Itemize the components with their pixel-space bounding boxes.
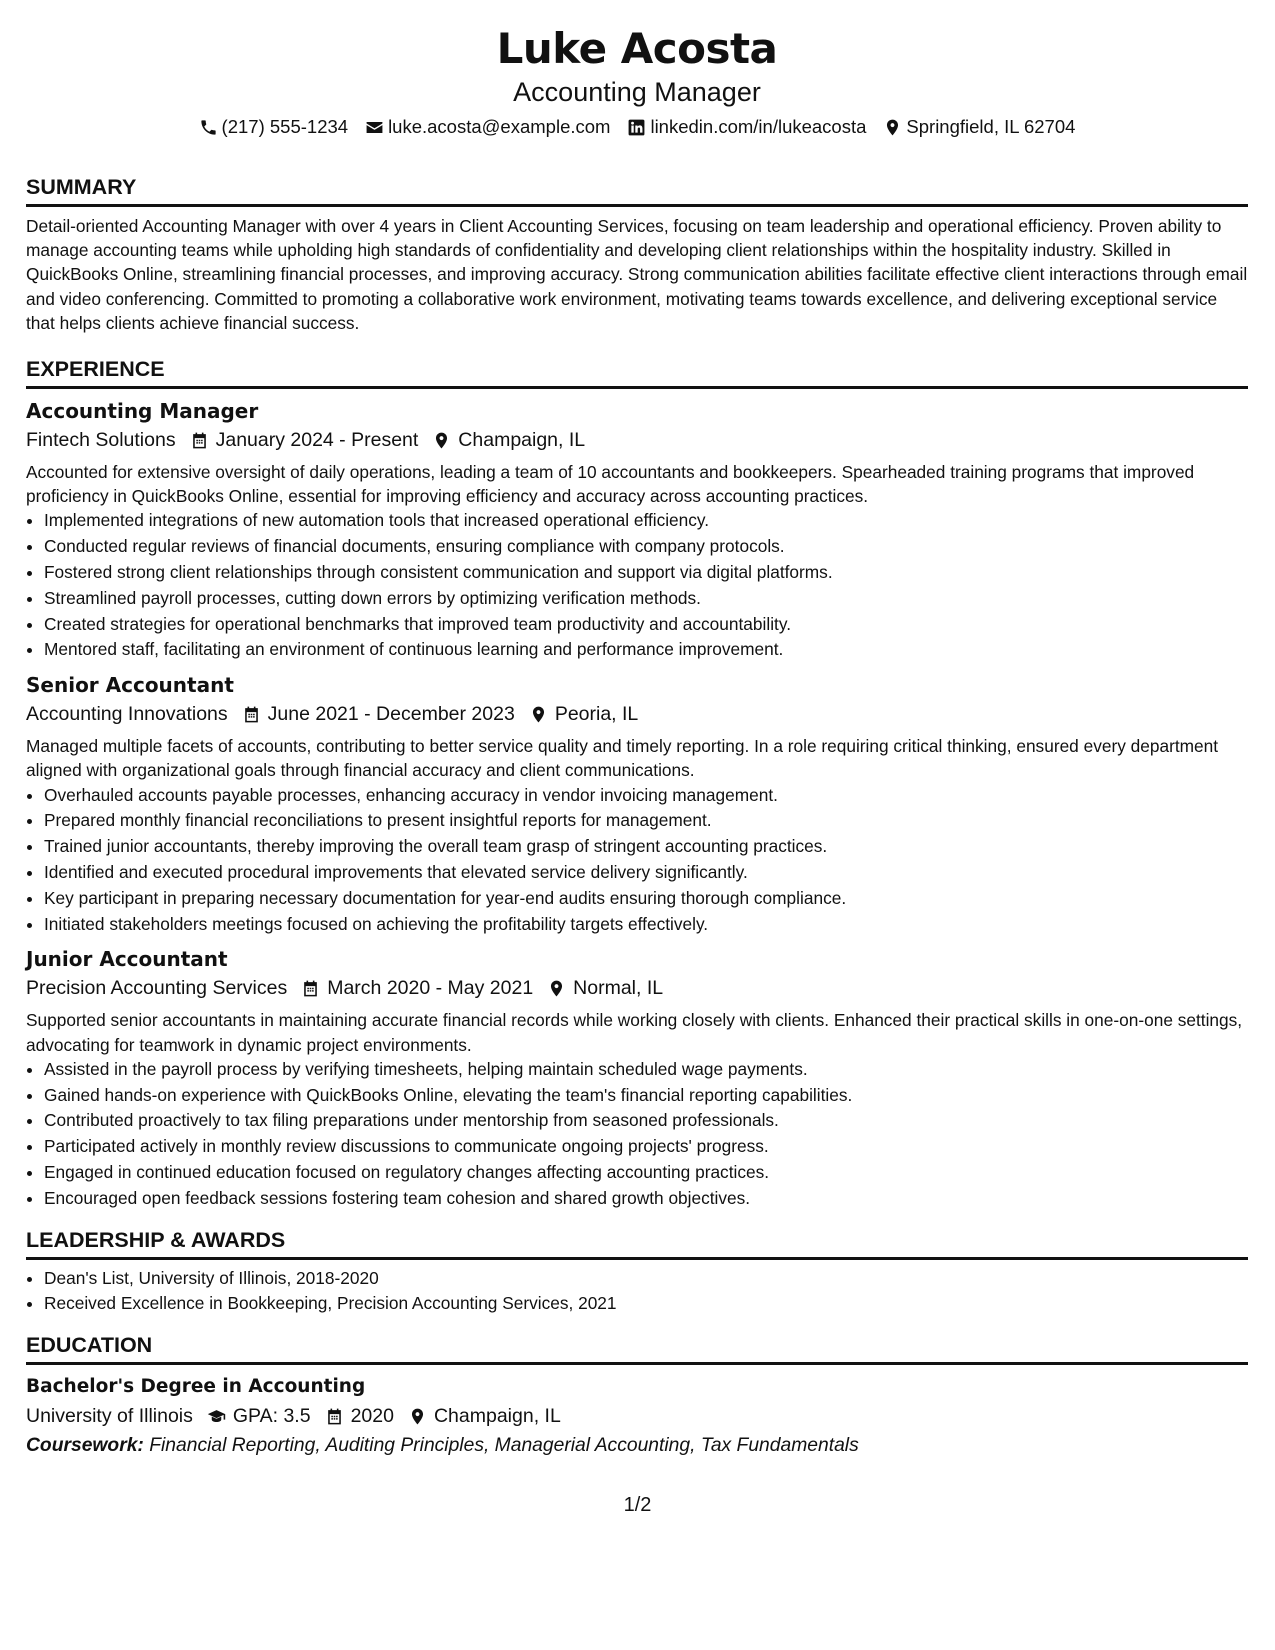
coursework-list: Financial Reporting, Auditing Principles, Managerial Accounting, Tax Fundamentals (149, 1435, 859, 1457)
graduation-cap-icon (207, 1407, 226, 1426)
list-item: • Dean's List, University of Illinois, 2018-2020 (44, 1266, 1248, 1292)
job-description: Managed multiple facets of accounts, contributing to better service quality and timely reporting. In a role requiring critical thinking, ensured every department aligned with organizational goals through financial accuracy and client communications. (26, 736, 1219, 781)
page-number: 1/2 (623, 1494, 652, 1516)
map-marker-icon (408, 1407, 427, 1426)
contact-row (26, 114, 1248, 140)
job-title: Accounting Manager (26, 399, 259, 424)
degree-title: Bachelor's Degree in Accounting (26, 1376, 366, 1398)
map-marker-icon (547, 979, 566, 998)
job-location: Normal, IL (573, 977, 664, 1000)
list-item: • Initiated stakeholders meetings focused on achieving the profitability targets effectively. (44, 912, 1248, 938)
envelope-icon (365, 118, 384, 137)
map-marker-icon (883, 118, 902, 137)
gpa: GPA: 3.5 (232, 1405, 311, 1428)
job-company: Accounting Innovations (26, 703, 228, 726)
calendar-icon (190, 431, 209, 450)
awards-list (26, 1266, 1248, 1318)
phone-icon (199, 118, 218, 137)
job-dates: June 2021 - December 2023 (267, 703, 515, 726)
job-bullets (26, 1057, 1248, 1212)
list-item: • Implemented integrations of new automation tools that increased operational efficiency. (44, 508, 1248, 534)
job-meta (26, 973, 1248, 1003)
contact-phone-text: (217) 555-1234 (221, 116, 349, 137)
job-title: Senior Accountant (26, 673, 234, 698)
job-dates: January 2024 - Present (215, 429, 419, 452)
list-item: • Contributed proactively to tax filing preparations under mentorship from seasoned professionals. (44, 1108, 1248, 1134)
awards-section (26, 1226, 1248, 1318)
contact-phone (199, 114, 349, 140)
list-item: • Received Excellence in Bookkeeping, Precision Accounting Services, 2021 (44, 1291, 1248, 1317)
education-section (26, 1331, 1248, 1460)
candidate-name: Luke Acosta (496, 24, 778, 73)
experience-section (26, 355, 1248, 1212)
resume-header (26, 24, 1248, 140)
list-item: • Prepared monthly financial reconciliations to present insightful reports for management. (44, 808, 1248, 834)
calendar-icon (301, 979, 320, 998)
summary-text: Detail-oriented Accounting Manager with over 4 years in Client Accounting Services, focusing on team leadership and operational efficiency. Proven ability to manage accounting teams while upholding high standards of confidentiality and developing client relationships within the hospitality industry. Skilled in QuickBooks Online, streamlining financial processes, and improving accuracy. Strong communication abilities facilitate effective client interactions through email and video conferencing. Committed to promoting a collaborative work environment, motivating teams towards excellence, and delivering exceptional service that helps clients achieve financial success. (26, 216, 1248, 333)
calendar-icon (325, 1407, 344, 1426)
list-item: • Created strategies for operational benchmarks that improved team productivity and accountability. (44, 612, 1248, 638)
map-marker-icon (432, 431, 451, 450)
contact-email-text: luke.acosta@example.com (388, 116, 611, 137)
section-heading: LEADERSHIP & AWARDS (26, 1226, 1248, 1260)
job-entry (26, 671, 1248, 937)
list-item: • Identified and executed procedural improvements that elevated service delivery significantly. (44, 860, 1248, 886)
school-location: Champaign, IL (433, 1405, 561, 1428)
job-bullets (26, 783, 1248, 938)
map-marker-icon (529, 705, 548, 724)
job-entry (26, 945, 1248, 1211)
contact-email[interactable] (365, 114, 610, 140)
contact-linkedin-text: linkedin.com/in/lukeacosta (650, 116, 867, 137)
coursework-label: Coursework: (26, 1435, 144, 1457)
school-name: University of Illinois (26, 1405, 193, 1428)
job-entry (26, 397, 1248, 663)
education-meta (26, 1401, 1248, 1431)
section-heading: EDUCATION (26, 1331, 1248, 1365)
list-item: • Fostered strong client relationships through consistent communication and support via digital platforms. (44, 560, 1248, 586)
contact-location (883, 114, 1075, 140)
job-dates: March 2020 - May 2021 (327, 977, 534, 1000)
job-company: Fintech Solutions (26, 429, 176, 452)
job-title: Junior Accountant (26, 947, 228, 972)
graduation-year: 2020 (350, 1405, 394, 1428)
contact-location-text: Springfield, IL 62704 (906, 116, 1076, 137)
list-item: • Gained hands-on experience with QuickBooks Online, elevating the team's financial reporting capabilities. (44, 1083, 1248, 1109)
job-description: Supported senior accountants in maintaining accurate financial records while working closely with clients. Enhanced their practical skills in one-on-one settings, advocating for teamwork in dynamic project environments. (26, 1010, 1243, 1055)
list-item: • Assisted in the payroll process by verifying timesheets, helping maintain scheduled wage payments. (44, 1057, 1248, 1083)
list-item: • Participated actively in monthly review discussions to communicate ongoing projects' progress. (44, 1134, 1248, 1160)
candidate-title: Accounting Manager (513, 77, 761, 107)
list-item: • Engaged in continued education focused on regulatory changes affecting accounting practices. (44, 1160, 1248, 1186)
job-company: Precision Accounting Services (26, 977, 288, 1000)
resume-page (26, 0, 1248, 1460)
list-item: • Overhauled accounts payable processes, enhancing accuracy in vendor invoicing management. (44, 783, 1248, 809)
section-heading: EXPERIENCE (26, 355, 1248, 389)
calendar-icon (242, 705, 261, 724)
linkedin-icon (627, 118, 646, 137)
list-item: • Key participant in preparing necessary documentation for year-end audits ensuring thorough compliance. (44, 886, 1248, 912)
list-item: • Encouraged open feedback sessions fostering team cohesion and shared growth objectives. (44, 1186, 1248, 1212)
job-meta (26, 425, 1248, 455)
list-item: • Streamlined payroll processes, cutting down errors by optimizing verification methods. (44, 586, 1248, 612)
job-meta (26, 699, 1248, 729)
job-bullets (26, 508, 1248, 663)
list-item: • Conducted regular reviews of financial documents, ensuring compliance with company protocols. (44, 534, 1248, 560)
section-heading: SUMMARY (26, 173, 1248, 207)
job-location: Champaign, IL (458, 429, 586, 452)
contact-linkedin[interactable] (627, 114, 866, 140)
coursework (26, 1431, 1248, 1460)
list-item: • Mentored staff, facilitating an environment of continuous learning and performance improvement. (44, 637, 1248, 663)
job-description: Accounted for extensive oversight of daily operations, leading a team of 10 accountants and bookkeepers. Spearheaded training programs that improved proficiency in QuickBooks Online, essential for improving efficiency and accuracy across accounting practices. (26, 462, 1195, 507)
list-item: • Trained junior accountants, thereby improving the overall team grasp of stringent accounting practices. (44, 834, 1248, 860)
job-location: Peoria, IL (554, 703, 639, 726)
summary-section (26, 173, 1248, 335)
